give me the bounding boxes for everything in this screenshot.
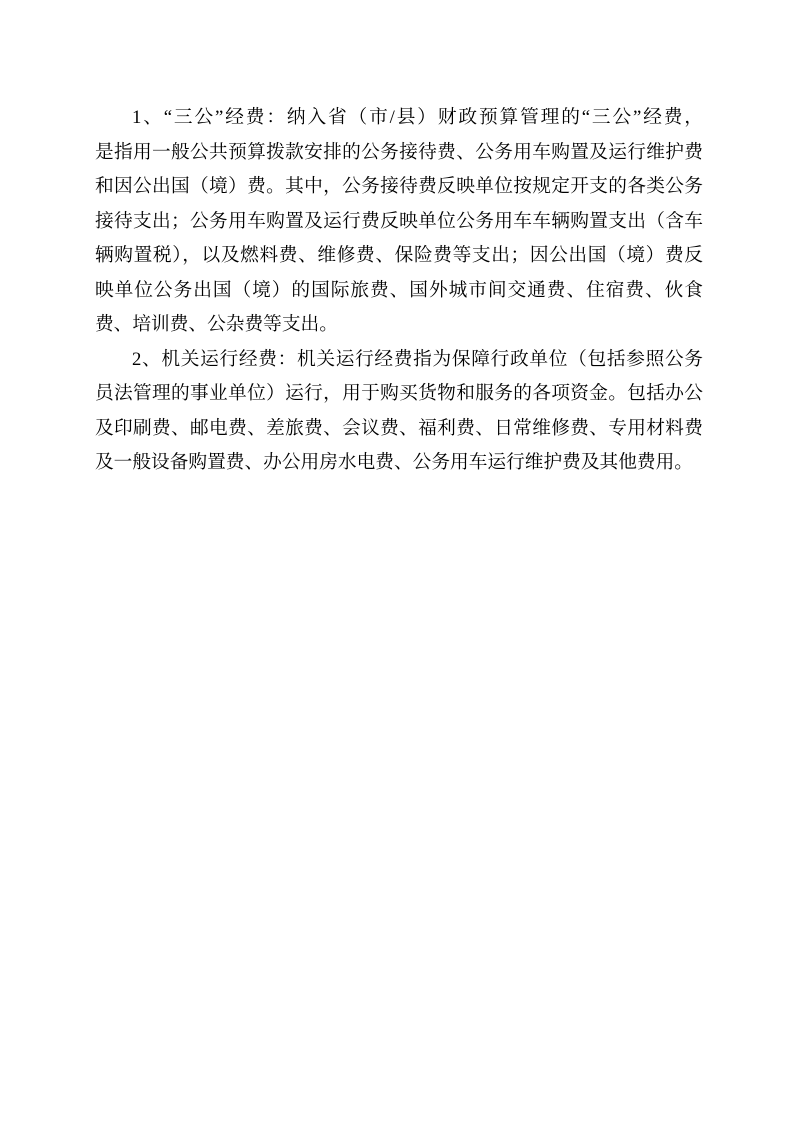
paragraph-line: 和因公出国（境）费。其中，公务接待费反映单位按规定开支的各类公务 — [95, 176, 703, 197]
paragraph — [95, 343, 703, 481]
paragraph-line: 2、机关运行经费：机关运行经费指为保障行政单位（包括参照公务 — [132, 348, 703, 370]
paragraph — [95, 101, 703, 343]
document-body — [95, 101, 703, 481]
paragraph-line: 及印刷费、邮电费、差旅费、会议费、福利费、日常维修费、专用材料费 — [95, 417, 703, 439]
paragraph-line: 接待支出；公务用车购置及运行费反映单位公务用车车辆购置支出（含车 — [95, 210, 703, 232]
paragraph-line: 映单位公务出国（境）的国际旅费、国外城市间交通费、住宿费、伙食 — [95, 279, 703, 301]
paragraph-line: 及一般设备购置费、办公用房水电费、公务用车运行维护费及其他费用。 — [95, 452, 693, 473]
paragraph-line: 1、“三公”经费：纳入省（市/县）财政预算管理的“三公”经费， — [132, 107, 703, 128]
paragraph-line: 员法管理的事业单位）运行，用于购买货物和服务的各项资金。包括办公 — [95, 383, 703, 404]
paragraph-line: 辆购置税），以及燃料费、维修费、保险费等支出；因公出国（境）费反 — [95, 245, 703, 266]
paragraph-line: 是指用一般公共预算拨款安排的公务接待费、公务用车购置及运行维护费 — [95, 141, 703, 163]
paragraph-line: 费、培训费、公杂费等支出。 — [95, 314, 338, 335]
